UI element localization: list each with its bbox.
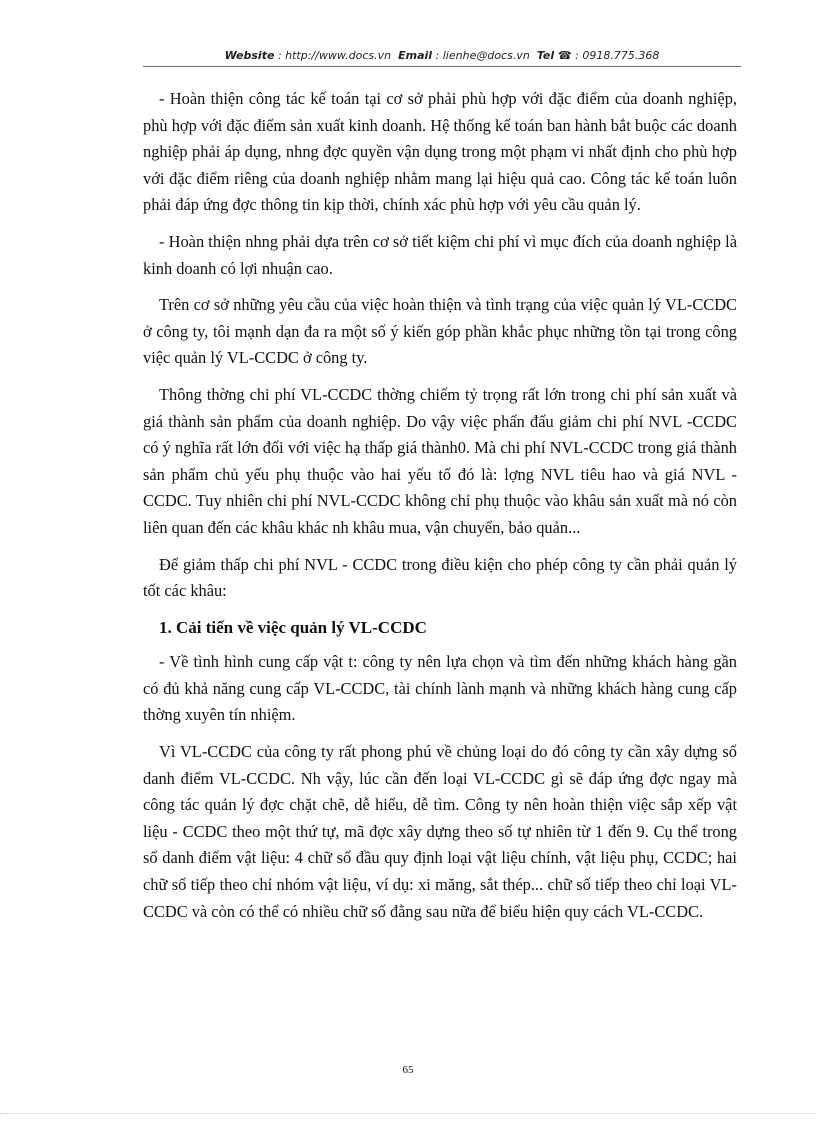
paragraph: - Hoàn thiện nhng phải dựa trên cơ sở tiết kiệm chi phí vì mục đích của doanh nghiệp là kinh doanh có lợi nhuận cao. <box>143 231 737 278</box>
page-header <box>143 48 741 66</box>
paragraph: Vì VL-CCDC của công ty rất phong phú về chủng loại do đó công ty cần xây dựng sổ danh điểm VL-CCDC. Nh vậy, lúc cần đến loại VL-CCDC gì sẽ đáp ứng đợc ngay mà công tác quản lý đợc chặt chẽ, dễ hiểu, dễ tìm. Công ty nên hoàn thiện việc sắp xếp vật liệu - CCDC theo một thứ tự, mã đợc xây dựng theo số tự nhiên từ 1 đến 9. Cụ thể trong sổ danh điểm vật liệu: 4 chữ số đầu quy định loại vật liệu chính, vật liệu phụ, CCDC; hai chữ số tiếp theo chỉ nhóm vật liệu, ví dụ: xi măng, sắt thép... chữ số tiếp theo chỉ loại VL-CCDC và còn có thể có nhiều chữ số đằng sau nữa để biểu hiện quy cách VL-CCDC. <box>143 742 737 921</box>
header-divider <box>143 66 741 67</box>
paragraph: - Hoàn thiện công tác kế toán tại cơ sở phải phù hợp với đặc điểm của doanh nghiệp, phù hợp với đặc điểm sản xuất kinh doanh. Hệ thống kế toán ban hành bắt buộc các doanh nghiệp phải áp dụng, nhng đợc quyền vận dụng trong một phạm vi nhất định cho phù hợp với đặc điểm riêng của doanh nghiệp nhằm mang lại hiệu quả cao. Công tác kế toán luôn phải đáp ứng đợc thông tin kịp thời, chính xác phù hợp với yêu cầu quản lý. <box>143 89 737 215</box>
section-heading: 1. Cải tiến về việc quản lý VL-CCDC <box>159 617 427 637</box>
paragraph: Để giảm thấp chi phí NVL - CCDC trong điều kiện cho phép công ty cần phải quản lý tốt các khâu: <box>143 554 737 601</box>
paragraph: - Về tình hình cung cấp vật t: công ty nên lựa chọn và tìm đến những khách hàng gần có đủ khả năng cung cấp VL-CCDC, tài chính lành mạnh và những khách hàng cung cấp thờng xuyên tín nhiệm. <box>143 652 737 725</box>
website-label: Website <box>224 49 275 62</box>
email-value: : lienhe@docs.vn <box>435 49 530 62</box>
email-label: Email <box>398 49 433 62</box>
paragraph: Trên cơ sở những yêu cầu của việc hoàn thiện và tình trạng của việc quản lý VL-CCDC ở công ty, tôi mạnh dạn đa ra một số ý kiến góp phần khắc phục những tồn tại trong công việc quản lý VL-CCDC ở công ty. <box>143 295 737 368</box>
document-body <box>143 86 737 935</box>
tel-value: : 0918.775.368 <box>575 49 660 62</box>
bottom-divider <box>0 1113 816 1114</box>
tel-label: Tel ☎ <box>536 49 572 62</box>
page-number: 65 <box>402 1064 414 1076</box>
paragraph: Thông thờng chi phí VL-CCDC thờng chiếm tỷ trọng rất lớn trong chi phí sản xuất và giá thành sản phẩm của doanh nghiệp. Do vậy việc phấn đấu giảm chi phí NVL -CCDC có ý nghĩa rất lớn đối với việc hạ thấp giá thành0. Mà chi phí NVL-CCDC trong giá thành sản phẩm chủ yếu phụ thuộc vào hai yếu tố đó là: lợng NVL tiêu hao và giá NVL - CCDC. Tuy nhiên chi phí NVL-CCDC không chỉ phụ thuộc vào khâu sản xuất mà nó còn liên quan đến các khâu khác nh khâu mua, vận chuyển, bảo quản... <box>143 384 737 537</box>
website-value: : http://www.docs.vn <box>277 49 392 62</box>
